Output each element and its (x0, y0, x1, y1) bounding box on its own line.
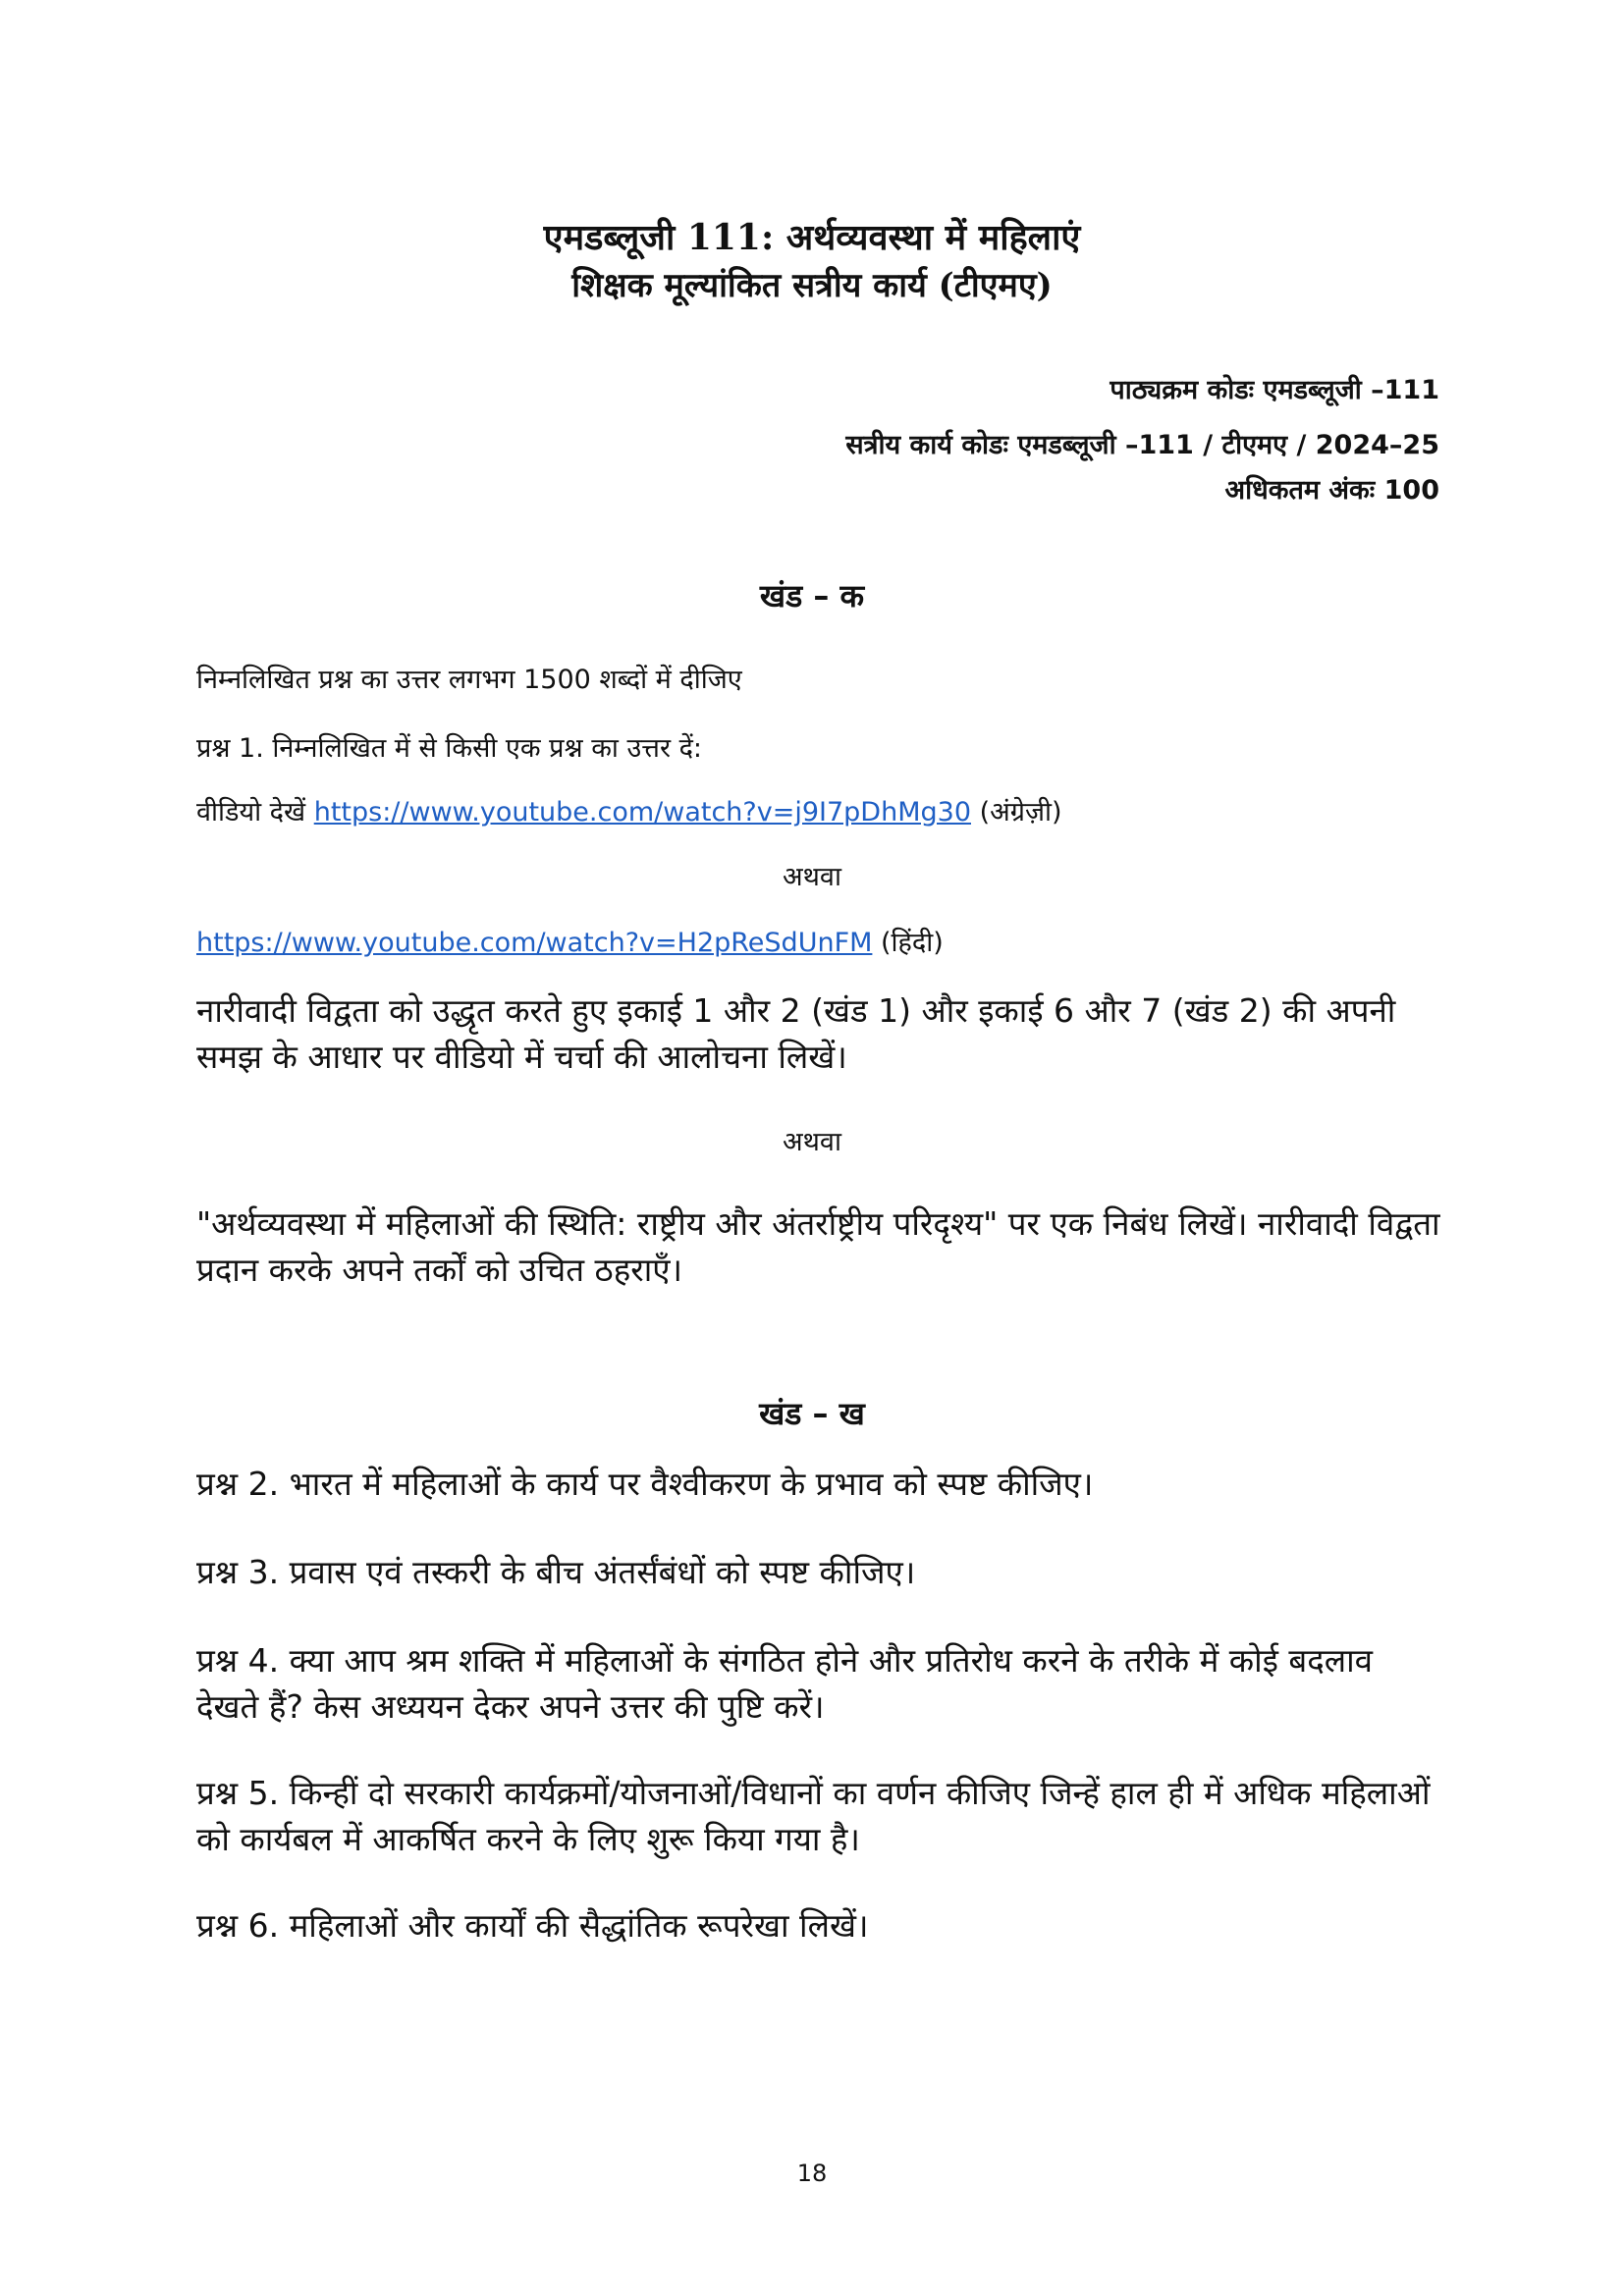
video-prefix: वीडियो देखें (196, 797, 306, 828)
question-1-intro: प्रश्न 1. निम्नलिखित में से किसी एक प्रश्न का उत्तर दें: (196, 733, 703, 764)
question-2: प्रश्न 2. भारत में महिलाओं के कार्य पर वैश्वीकरण के प्रभाव को स्पष्ट कीजिए। (196, 1465, 1094, 1503)
video-line-english (196, 793, 1443, 832)
video-language-english: (अंग्रेज़ी) (979, 797, 1062, 828)
question-6: प्रश्न 6. महिलाओं और कार्यों की सैद्धांतिक रूपरेखा लिखें। (196, 1906, 869, 1945)
youtube-link-hindi[interactable]: https://www.youtube.com/watch?v=H2pReSdUnFM (196, 928, 873, 958)
or-separator-2: अथवा (783, 1127, 841, 1157)
section-a-heading: खंड – क (759, 577, 865, 614)
section-b-heading: खंड – ख (759, 1395, 865, 1432)
video-line-hindi (196, 924, 1443, 963)
video-language-hindi: (हिंदी) (881, 928, 944, 958)
section-a-instruction: निम्नलिखित प्रश्न का उत्तर लगभग 1500 शब्दों में दीजिए (196, 665, 742, 695)
document-subtitle: शिक्षक मूल्यांकित सत्रीय कार्य (टीएमए) (571, 266, 1053, 305)
document-title: एमडब्लूजी 111: अर्थव्यवस्था में महिलाएं (543, 217, 1081, 258)
course-code: पाठ्यक्रम कोडः एमडब्लूजी –111 (1110, 375, 1439, 405)
or-separator-1: अथवा (783, 862, 841, 892)
max-marks: अधिकतम अंकः 100 (1224, 475, 1439, 506)
question-1-option-1: नारीवादी विद्वता को उद्धृत करते हुए इकाई 1 और 2 (खंड 1) और इकाई 6 और 7 (खंड 2) की अपनी समझ के आधार पर वीडियो में चर्चा की आलोचना लिखें। (196, 991, 1396, 1076)
question-5: प्रश्न 5. किन्हीं दो सरकारी कार्यक्रमों/योजनाओं/विधानों का वर्णन कीजिए जिन्हें हाल ही में अधिक महिलाओं को कार्यबल में आकर्षित करने के लिए शुरू किया गया है। (196, 1774, 1431, 1858)
question-4: प्रश्न 4. क्या आप श्रम शक्ति में महिलाओं के संगठित होने और प्रतिरोध करने के तरीके में कोई बदलाव देखते हैं? केस अध्ययन देकर अपने उत्तर की पुष्टि करें। (196, 1641, 1374, 1726)
question-3: प्रश्न 3. प्रवास एवं तस्करी के बीच अंतर्संबंधों को स्पष्ट कीजिए। (196, 1553, 916, 1591)
page-number: 18 (796, 2160, 828, 2187)
youtube-link-english[interactable]: https://www.youtube.com/watch?v=j9I7pDhMg30 (313, 797, 971, 828)
assignment-code: सत्रीय कार्य कोडः एमडब्लूजी –111 / टीएमए / 2024–25 (845, 430, 1439, 460)
question-1-option-2: "अर्थव्यवस्था में महिलाओं की स्थिति: राष्ट्रीय और अंतर्राष्ट्रीय परिदृश्य" पर एक निबंध लिखें। नारीवादी विद्वता प्रदान करके अपने तर्कों को उचित ठहराएँ। (196, 1204, 1440, 1289)
